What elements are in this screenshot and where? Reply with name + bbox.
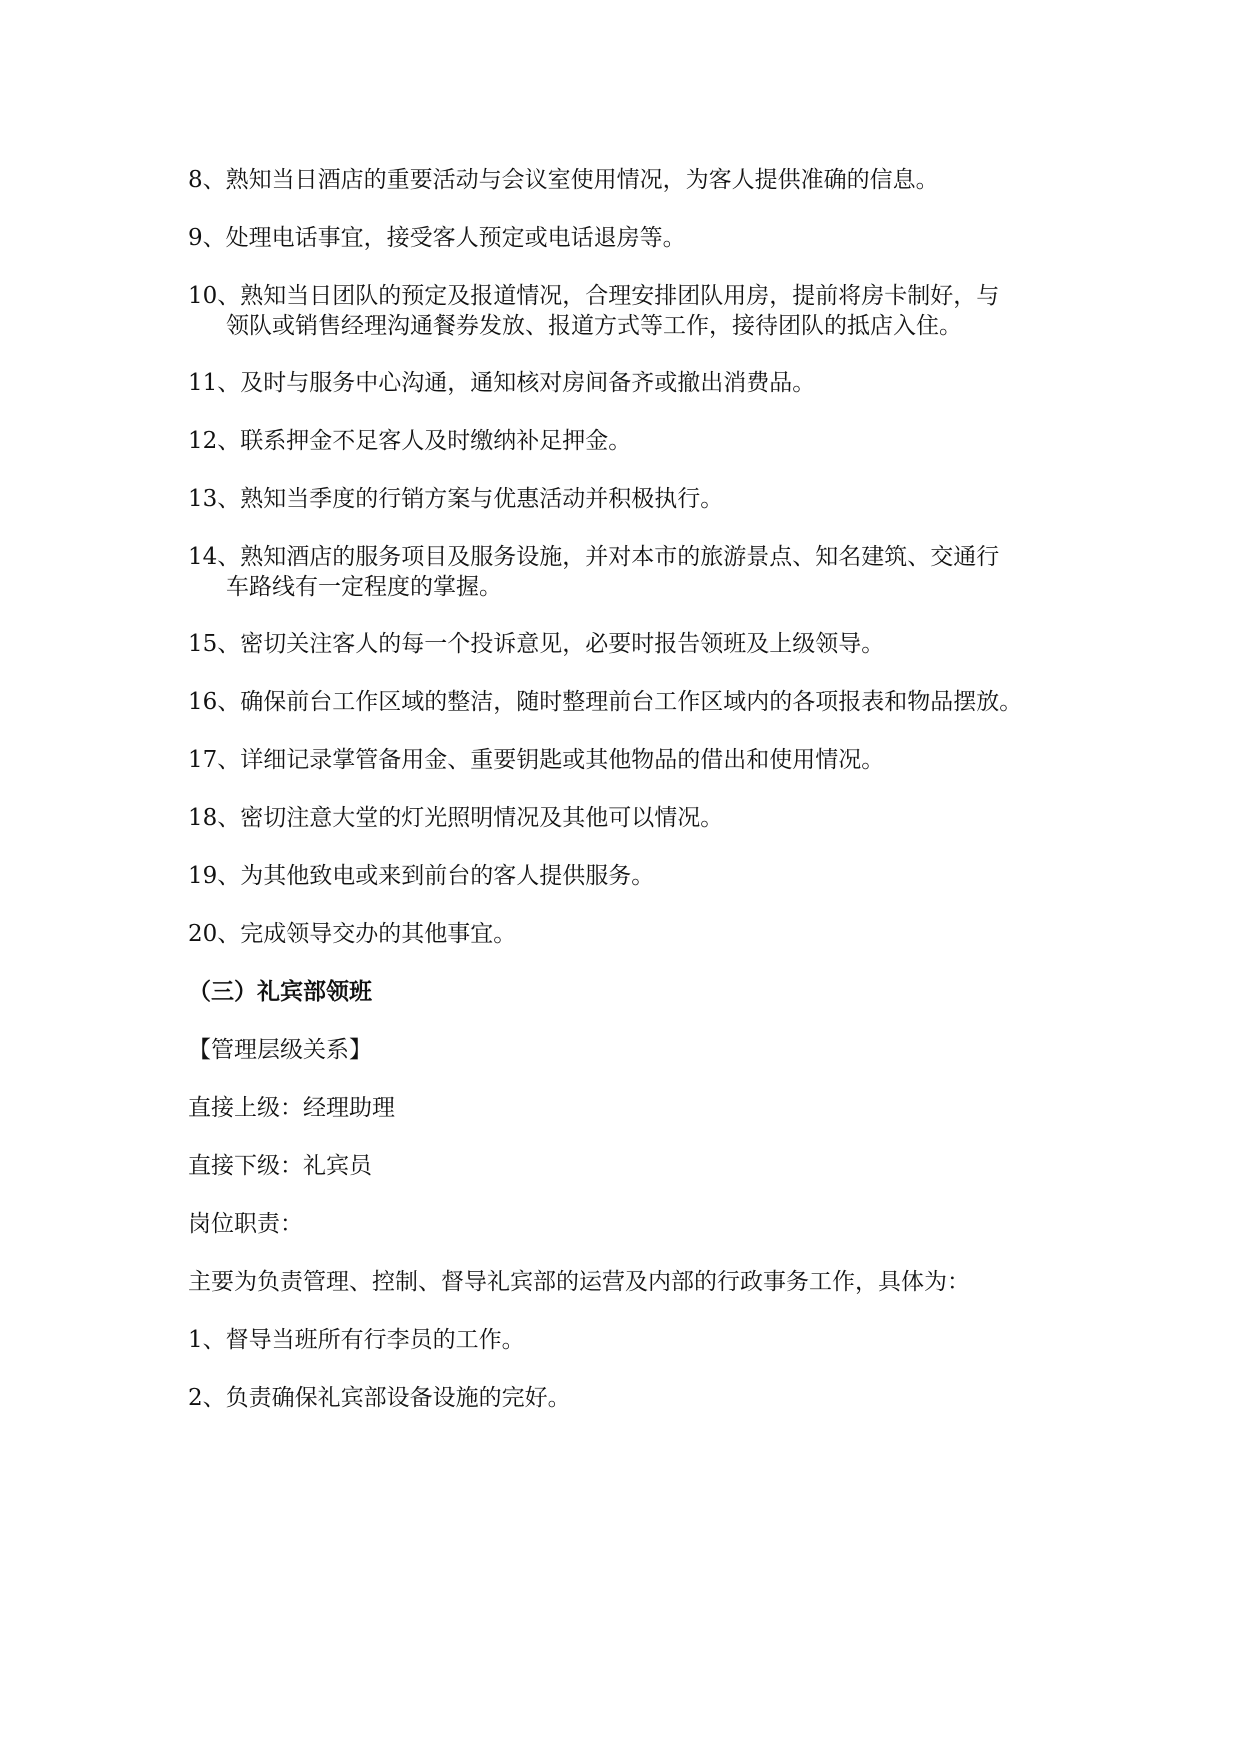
section-heading: （三）礼宾部领班 <box>188 978 372 1005</box>
direct-superior: 直接上级：经理助理 <box>188 1095 395 1121</box>
hierarchy-heading: 【管理层级关系】 <box>188 1037 372 1063</box>
list-item-14-line-1: 14、熟知酒店的服务项目及服务设施，并对本市的旅游景点、知名建筑、交通行 <box>188 544 1000 570</box>
duty-item-2: 2、负责确保礼宾部设备设施的完好。 <box>188 1385 571 1411</box>
duty-item-1: 1、督导当班所有行李员的工作。 <box>188 1327 525 1353</box>
list-item-17: 17、详细记录掌管备用金、重要钥匙或其他物品的借出和使用情况。 <box>188 747 885 773</box>
duties-intro: 主要为负责管理、控制、督导礼宾部的运营及内部的行政事务工作，具体为： <box>188 1269 970 1295</box>
list-item-18: 18、密切注意大堂的灯光照明情况及其他可以情况。 <box>188 805 724 831</box>
list-item-10-line-2: 领队或销售经理沟通餐券发放、报道方式等工作，接待团队的抵店入住。 <box>226 313 962 339</box>
list-item-14-line-2: 车路线有一定程度的掌握。 <box>226 574 502 600</box>
direct-subordinate: 直接下级：礼宾员 <box>188 1153 372 1179</box>
list-item-20: 20、完成领导交办的其他事宜。 <box>188 921 517 947</box>
list-item-11: 11、及时与服务中心沟通，通知核对房间备齐或撤出消费品。 <box>188 370 816 396</box>
list-item-9: 9、处理电话事宜，接受客人预定或电话退房等。 <box>188 225 686 251</box>
list-item-10-line-1: 10、熟知当日团队的预定及报道情况，合理安排团队用房，提前将房卡制好，与 <box>188 283 1000 309</box>
list-item-19: 19、为其他致电或来到前台的客人提供服务。 <box>188 863 655 889</box>
duties-label: 岗位职责： <box>188 1211 303 1237</box>
list-item-12: 12、联系押金不足客人及时缴纳补足押金。 <box>188 428 632 454</box>
list-item-8: 8、熟知当日酒店的重要活动与会议室使用情况，为客人提供准确的信息。 <box>188 167 939 193</box>
list-item-13: 13、熟知当季度的行销方案与优惠活动并积极执行。 <box>188 486 724 512</box>
list-item-15: 15、密切关注客人的每一个投诉意见，必要时报告领班及上级领导。 <box>188 631 885 657</box>
list-item-16: 16、确保前台工作区域的整洁，随时整理前台工作区域内的各项报表和物品摆放。 <box>188 689 1023 715</box>
